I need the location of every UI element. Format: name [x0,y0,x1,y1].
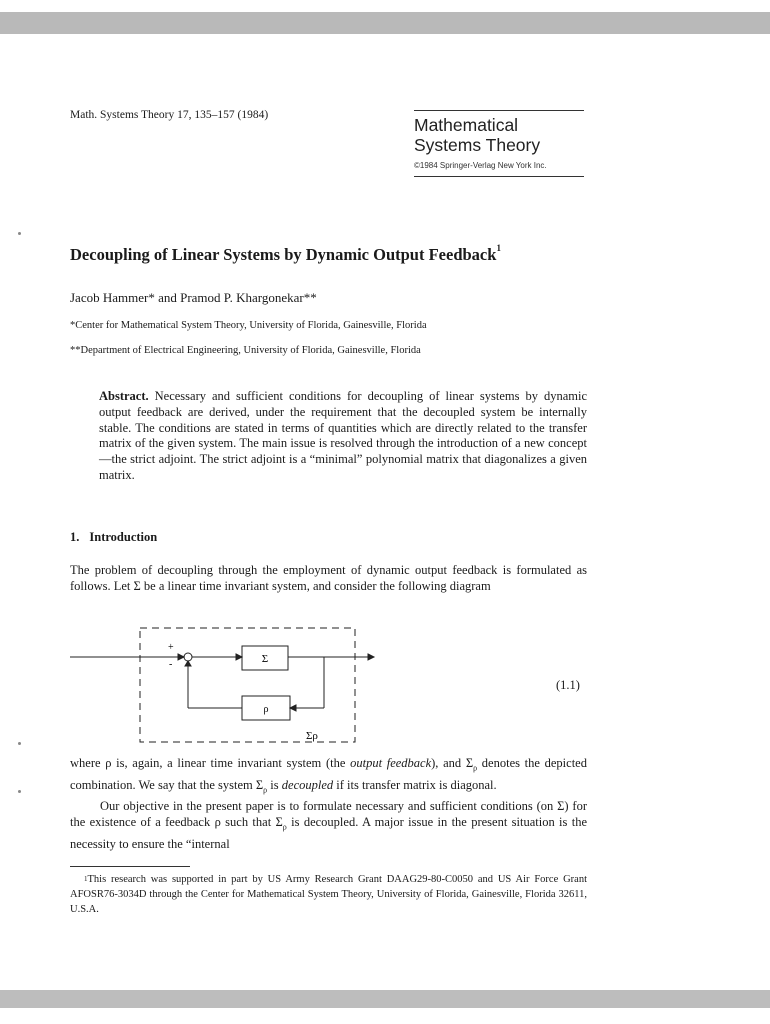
affiliation-2: **Department of Electrical Engineering, University of Florida, Gainesville, Florida [70,345,421,356]
feedback-arrow [290,705,296,711]
footnote [70,872,587,917]
footnote-mark: 1 [84,875,88,883]
body-paragraph-2 [70,755,587,852]
journal-name [414,115,540,155]
system-block-label: Σ [261,653,269,665]
paper-title [70,245,501,265]
title-footnote-mark: 1 [496,243,501,253]
text-run-italic: output feedback [350,756,432,770]
plus-sign: + [168,642,174,653]
text-run: where ρ is, again, a linear time invariant system (the [70,756,351,770]
journal-reference: Math. Systems Theory 17, 135–157 (1984) [70,109,269,121]
section-number: 1. [70,530,80,544]
authors: Jacob Hammer* and Pramod P. Khargonekar** [70,290,317,305]
text-run: is decoupled. A major issue in the present situation is the necessity to ensure the “internal [70,815,588,851]
journal-name-line2: Systems Theory [414,135,541,155]
text-run: Our objective in the present paper is to formulate necessary and sufficient conditions (on Σ) for the existence of a feedback ρ such that Σ [70,799,587,829]
copyright-notice: ©1984 Springer-Verlag New York Inc. [414,161,547,170]
abstract-lead: Abstract. [99,389,149,403]
input-arrow [178,654,184,660]
subscript: ρ [282,822,287,832]
feedback-block-label: ρ [263,704,269,715]
scan-speck [18,742,21,745]
scan-top-bar [0,12,770,34]
affiliation-1: *Center for Mathematical System Theory, University of Florida, Gainesville, Florida [70,320,427,331]
abstract [99,389,587,484]
block-input-arrow [236,654,242,660]
section-title: Introduction [89,530,158,544]
masthead-rule-bottom [414,176,584,177]
text-run: ), and Σ [431,756,474,770]
body-paragraph-1: The problem of decoupling through the employment of dynamic output feedback is formulated as follows. Let Σ be a linear time invariant system, and consider the following diagram [70,563,587,593]
section-heading [70,530,157,545]
feedback-up-arrow [185,661,191,666]
footnote-text: This research was supported in part by US Army Research Grant DAAG29-80-C0050 and US Air Force Grant AFOSR76-3034D through the Center for Mathematical System Theory, University of Florida, Gainesville, Florida 32611, U.S.A. [70,874,587,915]
minus-sign: - [169,659,173,670]
abstract-text: Necessary and sufficient conditions for decoupling of linear systems by dynamic output feedback are derived, under the requirement that the decoupled system be internally stable. The conditions are stated in terms of quantities which are directly related to the transfer matrix of the given system. The main issue is resolved through the introduction of a new concept —the strict adjoint. The strict adjoint is a “minimal” polynomial matrix that diagonalizes a given matrix. [99,389,587,482]
subscript: ρ [473,763,478,773]
text-run-italic: decoupled [281,777,334,792]
scan-bottom-bar [0,990,770,1008]
journal-name-line1: Mathematical [414,115,519,135]
subscript: ρ [263,785,268,794]
paper-title-text: Decoupling of Linear Systems by Dynamic Output Feedback [70,245,497,264]
scan-speck [18,790,21,793]
text-run: if its transfer matrix is diagonal. [333,777,497,792]
text-run: is [267,777,282,792]
text-run: denotes the depicted combination. We say that the system Σ [70,756,587,792]
outer-box-label: Σρ [306,730,318,742]
scan-speck [18,232,21,235]
feedback-diagram [70,620,390,750]
summing-junction [184,653,192,661]
equation-number: (1.1) [556,678,580,692]
output-arrow [368,654,374,660]
masthead-rule-top [414,110,584,111]
footnote-rule [70,866,190,867]
body-paragraph-3 [70,798,587,852]
